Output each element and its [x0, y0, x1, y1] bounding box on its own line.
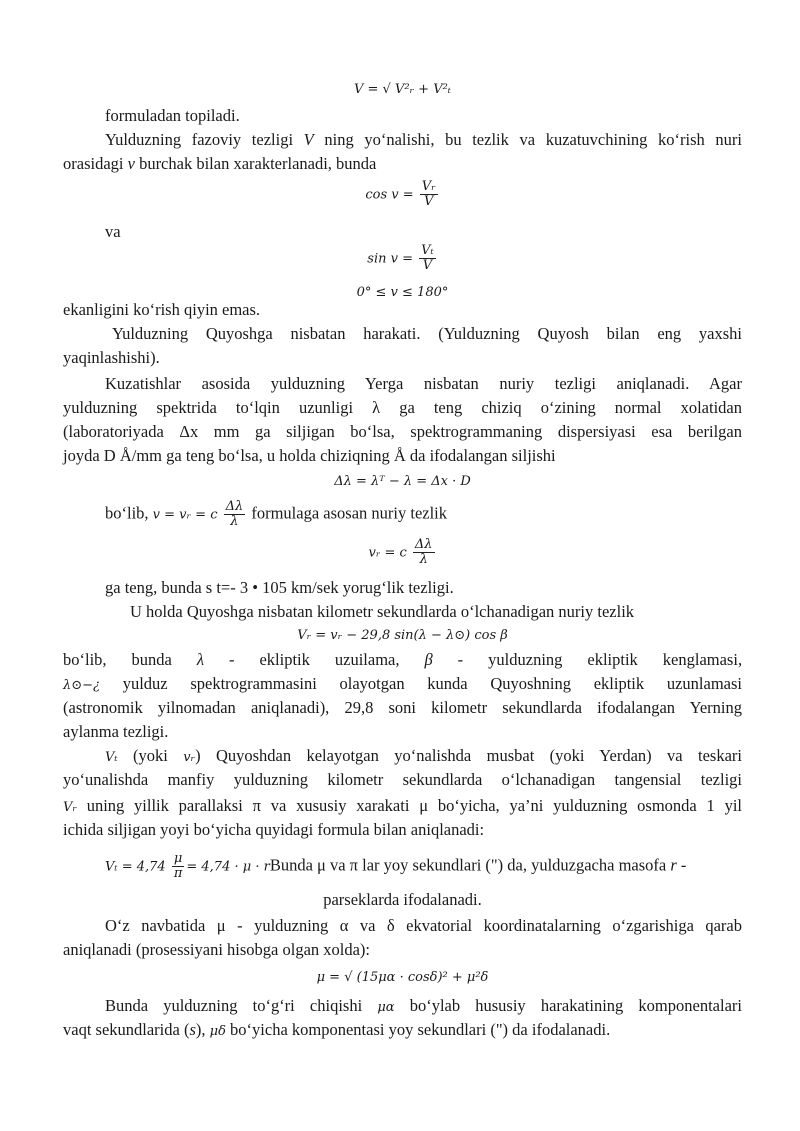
paragraph-line [63, 940, 742, 960]
paragraph-line [63, 422, 742, 442]
text-span: U holda Quyoshga nisbatan kilometr sekundlarda o‘lchanadigan nuriy tezlik [130, 602, 635, 621]
denominator: V [422, 258, 433, 273]
text-span: Yulduzning fazoviy tezligi [105, 130, 304, 149]
paragraph-line [63, 698, 742, 718]
var-beta: β [424, 650, 433, 669]
formula-sin [63, 244, 742, 273]
text-span: burchak bilan xarakterlanadi, bunda [134, 154, 377, 173]
text-span: yo‘unalishda manfiy yulduzning kilometr sekundlarda o‘lchanadigan tangensial tezligi [63, 770, 742, 789]
text-span: Kuzatishlar asosida yulduzning Yerga nisbatan nuriy tezligi aniqlanadi. Agar [105, 374, 742, 393]
text-span: ekliptik [587, 650, 638, 669]
text-span: bo‘yicha komponentasi yoy sekundlari (") da ifodalanadi. [225, 1020, 611, 1039]
formula-text: Vₜ = 4,74 [105, 859, 166, 875]
paragraph-line [63, 722, 742, 742]
formula-text: sin v = [367, 251, 413, 267]
text-span: - [457, 650, 464, 669]
paragraph-line [63, 398, 742, 418]
fraction [413, 538, 435, 567]
formula-text: 0° ≤ v ≤ 180° [356, 285, 449, 300]
paragraph-line [105, 916, 742, 936]
text-span: ichida siljigan yoyi bo‘yicha quyidagi formula bilan aniqlanadi: [63, 820, 485, 839]
text-span: - [228, 650, 235, 669]
paragraph-line [63, 770, 742, 790]
text-span: ekliptik [259, 650, 310, 669]
denominator: π [173, 866, 183, 881]
text-span: aniqlanadi (prosessiyani hisobga olgan xolda): [63, 940, 371, 959]
fraction [419, 244, 436, 273]
formula-text: Δλ = λᵀ − λ = Δx · D [334, 474, 471, 489]
var-s: s [189, 1020, 196, 1039]
text-span: O‘z navbatida μ - yulduzning α va δ ekvatorial koordinatalarning o‘zgarishiga qarab [105, 916, 742, 935]
denominator: λ [419, 552, 428, 567]
formula-heliocentric [63, 624, 742, 646]
text-span: ekanligini ko‘rish qiyin emas. [63, 300, 261, 319]
text-span: vaqt sekundlarida ( [63, 1020, 190, 1039]
text-span: bunda [131, 650, 172, 669]
text-span: bo‘ylab hususiy harakatining komponentalari [394, 996, 742, 1015]
formula-velocity-magnitude [63, 78, 742, 100]
text-span: va [105, 222, 121, 241]
formula-text: Vᵣ = vᵣ − 29,8 sin(λ − λ⊙) cos β [297, 628, 508, 643]
text-span: orasidagi [63, 154, 128, 173]
denominator: λ [230, 514, 239, 529]
text-span: (astronomik yilnomadan aniqlanadi), 29,8 soni kilometr sekundlarda ifodalangan Yerning [63, 698, 742, 717]
formula-text: μδ [209, 1024, 226, 1039]
paragraph-line [105, 578, 742, 598]
paragraph-line [105, 222, 742, 242]
text-span: ), [195, 1020, 210, 1039]
text-span: uning yillik parallaksi π va xususiy xarakati μ bo‘yicha, ya’ni yulduzning osmonda 1 yil [76, 796, 742, 815]
paragraph-line [105, 500, 742, 529]
paragraph-line [130, 602, 767, 622]
numerator: Δλ [414, 537, 433, 552]
paragraph-line [63, 154, 742, 174]
text-span: yulduz spektrogrammasini olayotgan kunda Quyoshning ekliptik uzunlamasi [100, 674, 742, 693]
paragraph-line [63, 674, 742, 696]
numerator: Vₜ [421, 243, 434, 258]
formula-shift [63, 470, 742, 492]
formula-text: μα [377, 1000, 395, 1015]
text-span: Yulduzning Quyoshga nisbatan harakati. (Yulduzning Quyosh bilan eng yaxshi [112, 324, 742, 343]
fraction [172, 852, 185, 881]
var-lambda: λ [196, 650, 204, 669]
text-span: yulduzning spektrida to‘lqin uzunligi λ ga teng chiziq o‘zining normal xolatidan [63, 398, 742, 417]
formula-proper-motion [63, 966, 742, 988]
paragraph-line [105, 106, 742, 126]
numerator: μ [172, 852, 185, 867]
numerator: Δλ [225, 499, 244, 514]
formula-tangential [105, 852, 742, 881]
text-span: bo‘lib, [63, 650, 107, 669]
formula-text: μ = √ (15μα · cosδ)² + μ²δ [316, 970, 489, 985]
fraction [224, 500, 246, 529]
text-span: parseklarda ifodalanadi. [323, 890, 482, 909]
formula-text: Vᵣ [63, 800, 77, 815]
formula-text: λ⊙−¿ [63, 678, 100, 693]
numerator: Vᵣ [421, 179, 436, 194]
text-span: kenglamasi, [662, 650, 743, 669]
text-span: yulduzning [488, 650, 563, 669]
text-span: Bunda yulduzning to‘g‘ri chiqishi [105, 996, 378, 1015]
formula-text: v = vᵣ = c [152, 507, 218, 523]
text-span: ga teng, bunda s t=- 3 • 105 km/sek yorug‘lik tezligi. [105, 578, 454, 597]
formula-text: vᵣ [183, 750, 196, 765]
paragraph-line [63, 650, 742, 670]
paragraph-line [63, 300, 742, 320]
formula-text: = 4,74 · μ · r [186, 859, 270, 875]
paragraph-line [105, 996, 742, 1018]
text-span: bo‘lib, [105, 503, 153, 523]
paragraph-line [63, 1020, 742, 1042]
formula-cos [63, 180, 742, 209]
text-span: formulaga asosan nuriy tezlik [247, 503, 448, 523]
paragraph-line [63, 446, 742, 466]
paragraph-line [63, 796, 742, 818]
var-V: V [303, 130, 314, 149]
formula-text: Vₜ [105, 750, 118, 765]
fraction [420, 180, 438, 209]
text-span: aylanma tezligi. [63, 722, 169, 741]
formula-text: V = √ V²ᵣ + V²ₜ [353, 82, 452, 97]
text-span: yaqinlashishi). [63, 348, 160, 367]
section-heading [112, 324, 742, 344]
paragraph-line [63, 890, 742, 910]
text-span: uzuilama, [334, 650, 400, 669]
formula-text: cos v = [365, 187, 414, 203]
text-span: formuladan topiladi. [105, 106, 240, 125]
formula-text: vᵣ = c [368, 545, 407, 561]
text-span: (yoki [117, 746, 184, 765]
formula-radial-velocity [63, 538, 742, 567]
var-r: r [670, 855, 677, 875]
text-span: (laboratoriyada Δx mm ga siljigan bo‘lsa, spektrogrammaning dispersiyasi esa berilgan [63, 422, 742, 441]
paragraph-line [105, 746, 742, 768]
text-span: - [676, 855, 687, 875]
paragraph-line [105, 374, 742, 394]
paragraph-line [63, 820, 742, 840]
paragraph-line [63, 348, 742, 368]
text-span: joyda D Å/mm ga teng bo‘lsa, u holda chiziqning Å da ifodalangan siljishi [63, 446, 556, 465]
text-span: Bunda μ va π lar yoy sekundlari (") da, yulduzgacha masofa [269, 855, 671, 875]
denominator: V [424, 194, 434, 209]
var-v: v [127, 154, 135, 173]
paragraph-line [105, 130, 742, 150]
text-span: ) Quyoshdan kelayotgan yo‘nalishda musbat (yoki Yerdan) va teskari [195, 746, 742, 765]
text-span: ning yo‘nalishi, bu tezlik va kuzatuvchining ko‘rish nuri [313, 130, 742, 149]
